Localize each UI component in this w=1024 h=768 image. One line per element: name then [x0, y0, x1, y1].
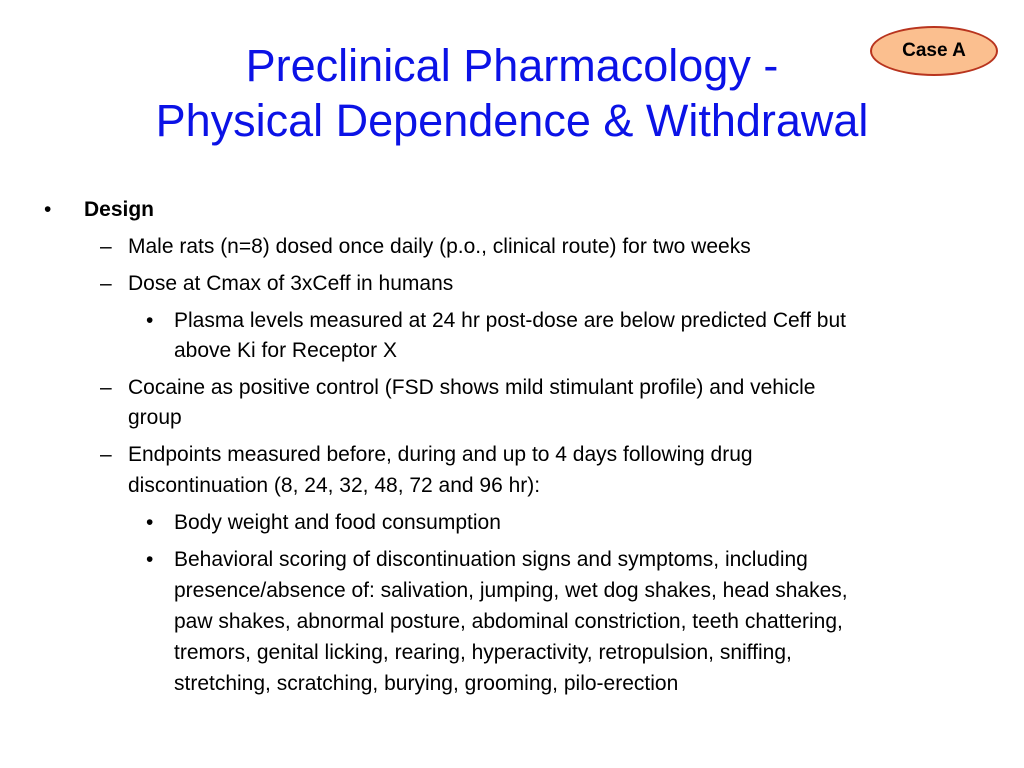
sub-sub-bullet-behavioral-line1: Behavioral scoring of discontinuation signs and symptoms, including: [174, 548, 808, 571]
sub-sub-bullet-body-weight: Body weight and food consumption: [174, 511, 501, 534]
slide-title: [0, 38, 1024, 148]
sub-sub-bullet-behavioral-line4: tremors, genital licking, rearing, hyperactivity, retropulsion, sniffing,: [174, 641, 792, 664]
sub-sub-bullet-behavioral-line5: stretching, scratching, burying, grooming, pilo-erection: [174, 672, 679, 695]
dash-icon: –: [100, 272, 112, 295]
sub-bullet-dose: Dose at Cmax of 3xCeff in humans: [128, 272, 454, 295]
title-line-2: Physical Dependence & Withdrawal: [155, 95, 869, 146]
sub-bullet-cocaine-line2: group: [128, 406, 182, 429]
dash-icon: –: [100, 235, 112, 258]
sub-sub-bullet-plasma-line1: Plasma levels measured at 24 hr post-dose are below predicted Ceff but: [174, 309, 846, 332]
bullet-dot-icon: •: [146, 309, 154, 332]
sub-sub-bullet-behavioral-line2: presence/absence of: salivation, jumping, wet dog shakes, head shakes,: [174, 579, 848, 602]
sub-bullet-male-rats: Male rats (n=8) dosed once daily (p.o., clinical route) for two weeks: [128, 235, 751, 258]
sub-bullet-cocaine-line1: Cocaine as positive control (FSD shows mild stimulant profile) and vehicle: [128, 376, 816, 399]
sub-bullet-endpoints-line2: discontinuation (8, 24, 32, 48, 72 and 96 hr):: [128, 474, 541, 497]
bullet-dot-icon: •: [44, 198, 52, 221]
sub-sub-bullet-plasma-line2: above Ki for Receptor X: [174, 339, 397, 362]
dash-icon: –: [100, 376, 112, 399]
case-badge: Case A: [870, 26, 998, 76]
sub-sub-bullet-behavioral-line3: paw shakes, abnormal posture, abdominal constriction, teeth chattering,: [174, 610, 843, 633]
bullet-dot-icon: •: [146, 511, 154, 534]
bullet-design: Design: [84, 198, 155, 221]
bullet-dot-icon: •: [146, 548, 154, 571]
sub-bullet-endpoints-line1: Endpoints measured before, during and up to 4 days following drug: [128, 443, 753, 466]
title-line-1: Preclinical Pharmacology -: [245, 40, 779, 91]
dash-icon: –: [100, 443, 112, 466]
